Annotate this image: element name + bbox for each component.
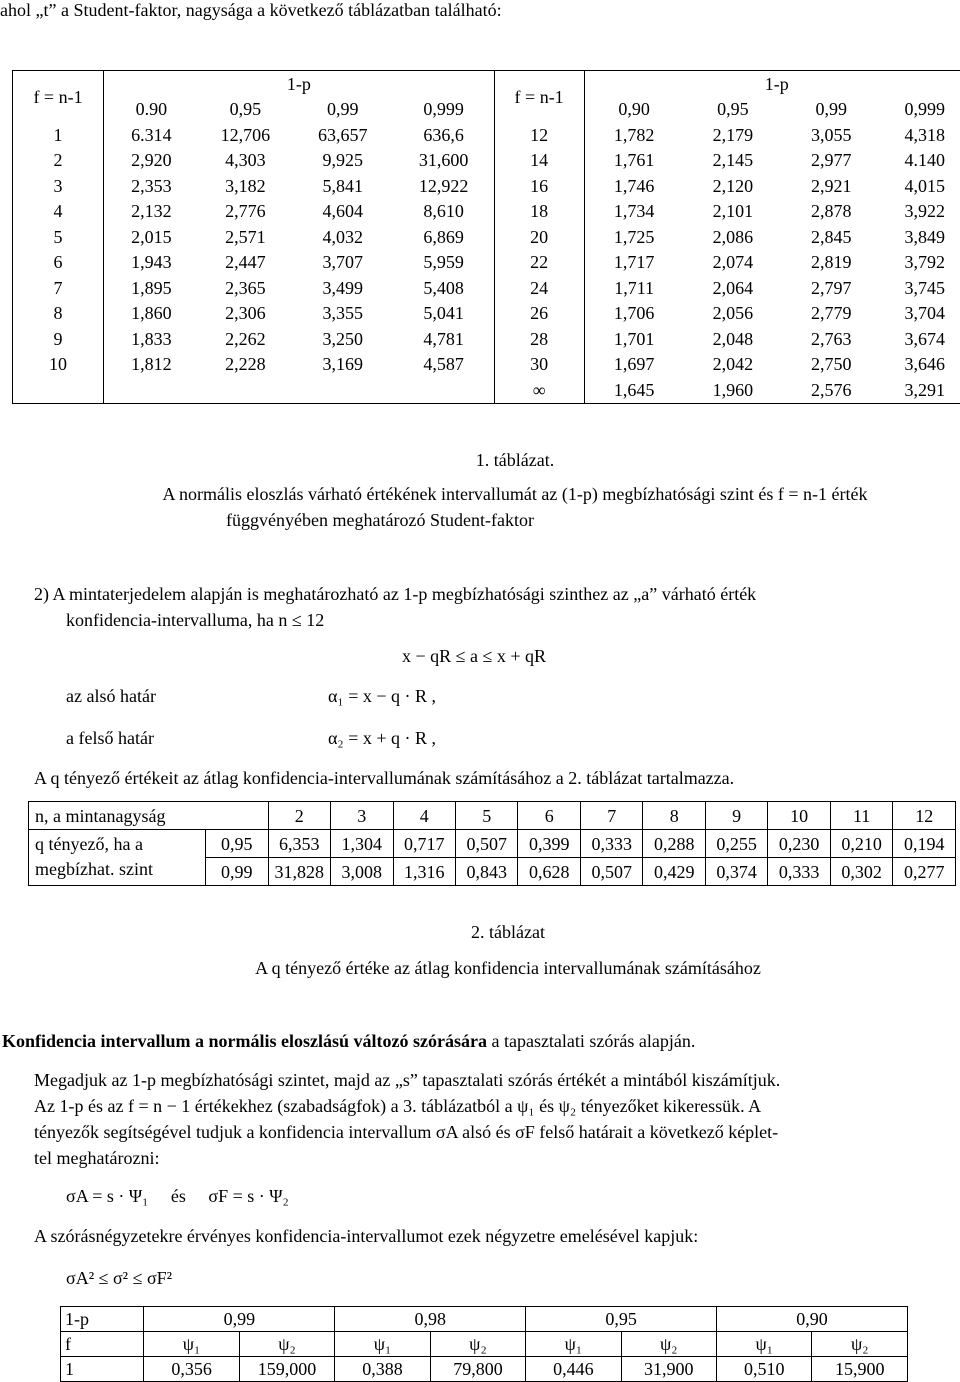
cell: 2 (268, 802, 330, 830)
cell: 4,781 (423, 328, 464, 349)
cell: 1,761 (584, 148, 684, 174)
cell-level: 0,99 (206, 858, 268, 886)
formula-ineq: x − qR ≤ a ≤ x + qR (402, 646, 547, 666)
cell: 0,429 (643, 858, 705, 886)
row-label-q: q tényező, ha a (29, 830, 206, 858)
cell: 2,101 (712, 201, 754, 222)
cell: 3,646 (904, 354, 945, 375)
level-left-1: 0,95 (229, 99, 262, 120)
cell (104, 377, 199, 403)
cell: 2,776 (225, 201, 266, 222)
table-row (29, 858, 956, 886)
student-t-table (12, 70, 960, 404)
cell: 0,288 (643, 830, 705, 858)
table-row (13, 326, 960, 352)
cell: 0,277 (893, 858, 956, 886)
cell: 0,302 (830, 858, 892, 886)
col-p-header-left: 1-p (104, 71, 495, 97)
cell (292, 377, 394, 403)
level-left-2: 0,99 (327, 99, 359, 120)
row-label-1: 1 (61, 1357, 144, 1382)
cell: 12 (893, 802, 956, 830)
cell: 1,316 (393, 858, 455, 886)
cell-f: 5 (53, 226, 63, 247)
para2-line1: 2) A mintaterjedelem alapján is meghatározható az 1-p megbízhatósági szinthez az „a” várható érték (34, 584, 757, 604)
intro-text: ahol „t” a Student-faktor, nagysága a következő táblázatban található: (0, 0, 502, 20)
para4-line1: Megadjuk az 1-p megbízhatósági szintet, majd az „s” tapasztalati szórás értékét a mintából kiszámítjuk. (34, 1070, 781, 1090)
cell-f: 8 (53, 303, 63, 324)
caption-2: 2. táblázat (471, 922, 545, 942)
cell (394, 377, 495, 403)
row-label-p: 1-p (61, 1307, 144, 1332)
cell: 5,408 (423, 277, 464, 298)
row-label-n: n, a mintanagyság (29, 802, 269, 830)
cell: 2,042 (712, 354, 754, 375)
cell: 636,6 (423, 124, 464, 145)
cell: 5,841 (322, 175, 364, 196)
cell: 1,701 (584, 326, 684, 352)
cell: 31,600 (418, 150, 469, 171)
cell: 3,169 (322, 354, 364, 375)
cell: 2,132 (104, 199, 199, 225)
cell: 4 (393, 802, 455, 830)
cell: 2,074 (712, 252, 754, 273)
cell-f (13, 377, 104, 403)
cell: 2,120 (712, 175, 754, 196)
caption-2-desc: A q tényező értéke az átlag konfidencia intervallumának számításához (255, 958, 761, 978)
cell: 4,303 (225, 150, 266, 171)
cell: 2,179 (712, 124, 754, 145)
cell-f2: 20 (494, 224, 584, 250)
cell: 2,262 (225, 328, 266, 349)
para2-line2: konfidencia-intervalluma, ha n ≤ 12 (66, 610, 325, 630)
cell: 0,255 (705, 830, 767, 858)
cell: 1,711 (584, 275, 684, 301)
cell: 1,725 (584, 224, 684, 250)
cell: 3,250 (322, 328, 364, 349)
col-f-header-right: f = n-1 (494, 71, 584, 123)
cell: 4,604 (322, 201, 364, 222)
cell: 0,333 (768, 858, 830, 886)
cell: 4,015 (904, 175, 945, 196)
cell-f: 2 (53, 150, 63, 171)
col-f-header: f = n-1 (33, 86, 83, 107)
table-row (13, 250, 960, 276)
cell: 2,878 (811, 201, 852, 222)
table-row (13, 199, 960, 225)
table-row (61, 1357, 908, 1382)
cell: 5,959 (423, 252, 464, 273)
upper-label: a felső határ (66, 728, 154, 748)
cell: 3,922 (904, 201, 945, 222)
cell: 2,750 (811, 354, 852, 375)
cell-level: 0,98 (335, 1307, 526, 1332)
cell: 7 (580, 802, 642, 830)
cell: 1,943 (104, 250, 199, 276)
cell: 2,145 (712, 150, 754, 171)
cell: 0,388 (335, 1357, 430, 1382)
cell: 2,779 (811, 303, 852, 324)
level-right-2: 0,99 (815, 99, 848, 120)
cell: 2,048 (712, 328, 754, 349)
cell: 2,353 (104, 173, 199, 199)
cell: 2,819 (811, 252, 852, 273)
cell: 2,920 (104, 148, 199, 174)
cell-f2: 22 (494, 250, 584, 276)
caption-1: 1. táblázat. (475, 450, 555, 470)
table-row (13, 275, 960, 301)
cell: 15,900 (812, 1357, 908, 1382)
table-row (29, 802, 956, 830)
cell: 4,587 (423, 354, 464, 375)
cell: 2,015 (104, 224, 199, 250)
cell: 4,318 (904, 124, 945, 145)
cell: 3,745 (904, 277, 945, 298)
caption-1-desc-1: A normális eloszlás várható értékének intervallumát az (1-p) megbízhatósági szint és f = n-1 érték (162, 484, 868, 504)
table-row (13, 173, 960, 199)
level-left-3: 0,999 (423, 99, 464, 120)
cell: 2,306 (225, 303, 266, 324)
formula-sq: σA² ≤ σ² ≤ σF² (66, 1268, 173, 1288)
cell: 2,763 (811, 328, 852, 349)
table-row (13, 377, 960, 403)
cell-f: 9 (53, 328, 63, 349)
cell: 2,056 (712, 303, 754, 324)
cell: 0,507 (580, 858, 642, 886)
table-row (13, 148, 960, 174)
cell: 2,086 (712, 226, 754, 247)
cell: 1,812 (104, 352, 199, 378)
lower-label: az alsó határ (66, 686, 156, 706)
cell: 10 (768, 802, 830, 830)
cell-f2: 12 (494, 122, 584, 148)
cell: 63,657 (318, 124, 368, 145)
cell: 31,900 (621, 1357, 716, 1382)
para4-line2: Az 1-p és az f = n − 1 értékekhez (szabadságfok) a 3. táblázatból a ψ₁ és ψ₂ tényezőket kikeressük. A (34, 1096, 762, 1116)
cell-f: 3 (53, 175, 63, 196)
level-right-0: 0,90 (584, 97, 684, 123)
table-row (13, 301, 960, 327)
cell-psi: ψ₂ (812, 1332, 908, 1357)
cell-f2: 28 (494, 326, 584, 352)
cell: 0,210 (830, 830, 892, 858)
cell: 4,032 (322, 226, 364, 247)
table-row (61, 1332, 908, 1357)
section-heading-bold: Konfidencia intervallum a normális eloszlású változó szórására (2, 1031, 487, 1051)
cell: 3,182 (225, 175, 266, 196)
para5: A szórásnégyzetekre érvényes konfidencia-intervallumot ezek négyzetre emelésével kapjuk: (34, 1226, 699, 1246)
cell: 0,374 (705, 858, 767, 886)
cell: 3 (331, 802, 393, 830)
cell: 1,706 (584, 301, 684, 327)
cell: 6,869 (423, 226, 464, 247)
cell: 79,800 (430, 1357, 525, 1382)
cell-f: 4 (53, 201, 63, 222)
cell: 11 (830, 802, 892, 830)
cell-f: 6 (53, 252, 63, 273)
cell: 3,674 (904, 328, 945, 349)
cell: 3,291 (904, 379, 945, 400)
row-label-level: megbízhat. szint (29, 858, 206, 886)
cell: 9,925 (322, 150, 364, 171)
cell: 1,833 (104, 326, 199, 352)
cell-psi: ψ₂ (621, 1332, 716, 1357)
lower-formula: α₁ = x − q · R , (328, 686, 437, 706)
cell (199, 377, 292, 403)
cell: 3,055 (811, 124, 852, 145)
cell: 2,571 (225, 226, 266, 247)
cell: 3,499 (322, 277, 364, 298)
cell-f: 10 (49, 354, 68, 375)
cell: 12,922 (418, 175, 469, 196)
cell: 3,792 (904, 252, 945, 273)
cell: 6,353 (268, 830, 330, 858)
cell: 8 (643, 802, 705, 830)
cell: 12,706 (220, 124, 271, 145)
cell: 3,704 (904, 303, 945, 324)
cell: 0,507 (456, 830, 518, 858)
cell: 2,797 (811, 277, 852, 298)
cell: 2,365 (225, 277, 266, 298)
cell: 1,895 (104, 275, 199, 301)
cell: 1,860 (104, 301, 199, 327)
cell-f2: 30 (494, 352, 584, 378)
cell: 4.140 (904, 150, 945, 171)
cell: 0,510 (717, 1357, 812, 1382)
cell: 1,782 (584, 122, 684, 148)
level-left-0: 0.90 (104, 97, 199, 123)
level-right-1: 0,95 (717, 99, 749, 120)
cell: 1,734 (584, 199, 684, 225)
cell: 31,828 (268, 858, 330, 886)
para4-line3: tényezők segítségével tudjuk a konfidencia intervallum σA alsó és σF felső határait a következő képlet- (34, 1122, 779, 1142)
cell-psi: ψ₁ (526, 1332, 621, 1357)
cell: 0,843 (456, 858, 518, 886)
cell-level: 0,99 (144, 1307, 335, 1332)
cell-level: 0,95 (206, 830, 268, 858)
cell: 0,717 (393, 830, 455, 858)
cell: 6.314 (104, 122, 199, 148)
table-row (13, 352, 960, 378)
cell: 0,230 (768, 830, 830, 858)
para4-line4: tel meghatározni: (34, 1148, 160, 1168)
col-p-header-right: 1-p (584, 71, 960, 97)
cell-psi: ψ₁ (717, 1332, 812, 1357)
cell: 3,355 (322, 303, 364, 324)
cell-f: 7 (53, 277, 63, 298)
cell-level: 0,90 (717, 1307, 908, 1332)
cell: 2,228 (225, 354, 266, 375)
cell: 3,849 (904, 226, 945, 247)
cell: 2,447 (225, 252, 266, 273)
cell-level: 0,95 (526, 1307, 717, 1332)
section-heading-rest: a tapasztalati szórás alapján. (486, 1031, 696, 1051)
caption-1-desc-2: függvényében meghatározó Student-faktor (226, 510, 534, 530)
para3: A q tényező értékeit az átlag konfidencia-intervallumának számításához a 2. táblázat tartalmazza. (34, 768, 735, 788)
cell: 1,645 (584, 377, 684, 403)
cell: 3,707 (322, 252, 364, 273)
cell: 2,977 (811, 150, 852, 171)
upper-formula: α₂ = x + q · R , (328, 728, 437, 748)
cell: 1,304 (331, 830, 393, 858)
formula-sigma: σA = s · Ψ₁ és σF = s · Ψ₂ (66, 1186, 289, 1206)
cell: 0,628 (518, 858, 580, 886)
cell-psi: ψ₂ (430, 1332, 525, 1357)
cell: 0,333 (580, 830, 642, 858)
cell-f2: 16 (494, 173, 584, 199)
cell: 159,000 (239, 1357, 335, 1382)
cell-f2: 18 (494, 199, 584, 225)
cell: 2,845 (811, 226, 852, 247)
cell-f2: 26 (494, 301, 584, 327)
cell: 9 (705, 802, 767, 830)
cell: 2,064 (712, 277, 754, 298)
cell: 0,194 (893, 830, 956, 858)
cell: 8,610 (423, 201, 464, 222)
cell: 1,746 (584, 173, 684, 199)
cell: 5,041 (423, 303, 464, 324)
cell-f2: ∞ (494, 377, 584, 403)
cell: 1,697 (584, 352, 684, 378)
table-row (29, 830, 956, 858)
cell: 1,717 (584, 250, 684, 276)
cell-f2: 24 (494, 275, 584, 301)
cell: 2,921 (811, 175, 852, 196)
psi-table (60, 1306, 908, 1382)
cell-f2: 14 (494, 148, 584, 174)
cell: 3,008 (331, 858, 393, 886)
table-row (13, 122, 960, 148)
cell-f: 1 (53, 124, 63, 145)
cell-psi: ψ₁ (144, 1332, 239, 1357)
cell: 0,356 (144, 1357, 239, 1382)
section-heading (2, 1031, 695, 1052)
level-right-3: 0,999 (904, 99, 945, 120)
table-row (13, 224, 960, 250)
cell: 2,576 (811, 379, 852, 400)
cell: 5 (456, 802, 518, 830)
cell-psi: ψ₁ (335, 1332, 430, 1357)
cell: 0,399 (518, 830, 580, 858)
cell-psi: ψ₂ (239, 1332, 335, 1357)
cell: 1,960 (712, 379, 754, 400)
cell: 0,446 (526, 1357, 621, 1382)
row-label-f: f (61, 1332, 144, 1357)
q-factor-table (28, 801, 956, 886)
table-row (61, 1307, 908, 1332)
cell: 6 (518, 802, 580, 830)
